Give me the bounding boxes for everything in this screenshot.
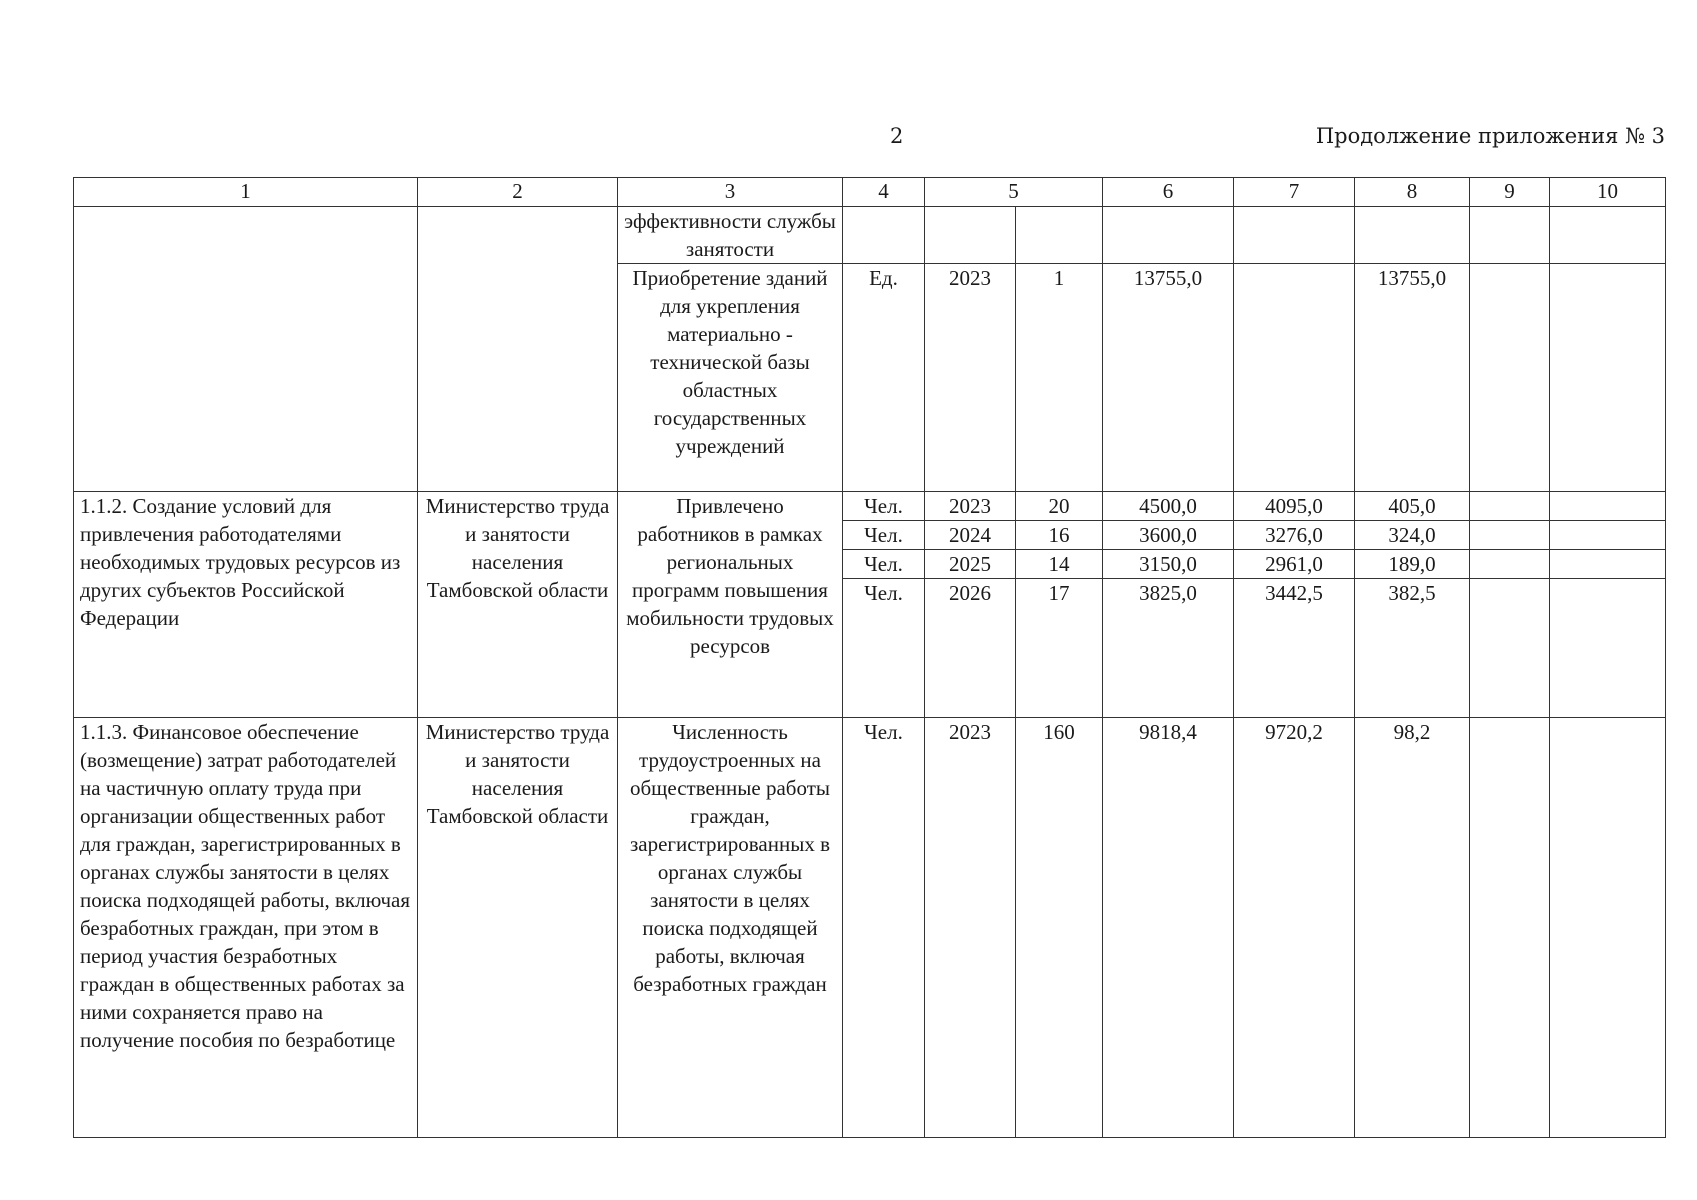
table-row (74, 492, 1666, 521)
executor-cell: Министерство труда и занятости населения Тамбовской области (418, 718, 618, 1138)
col-header-5: 5 (925, 178, 1103, 207)
unit-cell: Чел. (843, 521, 925, 550)
unit-cell: Чел. (843, 579, 925, 718)
unit-cell: Чел. (843, 550, 925, 579)
quantity-cell: 160 (1016, 718, 1103, 1138)
quantity-cell: 16 (1016, 521, 1103, 550)
col-header-8: 8 (1355, 178, 1470, 207)
cell-empty (1550, 521, 1666, 550)
col-header-2: 2 (418, 178, 618, 207)
measure-title-cell: 1.1.3. Финансовое обеспечение (возмещение) затрат работодателей на частичную оплату труда при организации общественных работ для граждан, зарегистрированных в органах службы занятости в целях поиска подходящей работы, включая безработных граждан, при этом в период участия безработных граждан в общественных работах за ними сохраняется право на получение пособия по безработице (74, 718, 418, 1138)
amount-col7-cell (1234, 264, 1355, 492)
amount-col6-cell: 4500,0 (1103, 492, 1234, 521)
indicator-cell: Привлечено работников в рамках региональных программ повышения мобильности трудовых ресурсов (618, 492, 843, 718)
cell-empty (1355, 207, 1470, 264)
year-cell: 2024 (925, 521, 1016, 550)
page-number: 2 (890, 124, 904, 148)
col-header-1: 1 (74, 178, 418, 207)
unit-cell: Ед. (843, 264, 925, 492)
indicator-cell: Численность трудоустроенных на общественные работы граждан, зарегистрированных в органах службы занятости в целях поиска подходящей работы, включая безработных граждан (618, 718, 843, 1138)
col-header-6: 6 (1103, 178, 1234, 207)
cell-empty (1470, 207, 1550, 264)
amount-col8-cell: 13755,0 (1355, 264, 1470, 492)
amount-col8-cell: 405,0 (1355, 492, 1470, 521)
cell-empty (74, 207, 418, 492)
cell-empty (1550, 579, 1666, 718)
year-cell: 2025 (925, 550, 1016, 579)
unit-cell: Чел. (843, 718, 925, 1138)
amount-col6-cell: 3825,0 (1103, 579, 1234, 718)
amount-col8-cell: 382,5 (1355, 579, 1470, 718)
cell-empty (1550, 264, 1666, 492)
col-header-4: 4 (843, 178, 925, 207)
amount-col7-cell: 4095,0 (1234, 492, 1355, 521)
measure-title-cell: 1.1.2. Создание условий для привлечения работодателями необходимых трудовых ресурсов из других субъектов Российской Федерации (74, 492, 418, 718)
col-header-10: 10 (1550, 178, 1666, 207)
cell-empty (1550, 207, 1666, 264)
cell-empty (1550, 718, 1666, 1138)
indicator-cell: эффективности службы занятости (618, 207, 843, 264)
cell-empty (925, 207, 1016, 264)
amount-col8-cell: 189,0 (1355, 550, 1470, 579)
table-row (74, 207, 1666, 264)
data-table (73, 177, 1666, 1138)
col-header-7: 7 (1234, 178, 1355, 207)
year-cell: 2026 (925, 579, 1016, 718)
amount-col6-cell: 9818,4 (1103, 718, 1234, 1138)
col-header-9: 9 (1470, 178, 1550, 207)
amount-col6-cell: 3150,0 (1103, 550, 1234, 579)
executor-cell: Министерство труда и занятости населения Тамбовской области (418, 492, 618, 718)
cell-empty (1234, 207, 1355, 264)
unit-cell: Чел. (843, 492, 925, 521)
amount-col7-cell: 3442,5 (1234, 579, 1355, 718)
quantity-cell: 17 (1016, 579, 1103, 718)
amount-col7-cell: 3276,0 (1234, 521, 1355, 550)
col-header-3: 3 (618, 178, 843, 207)
amount-col6-cell: 3600,0 (1103, 521, 1234, 550)
cell-empty (1550, 492, 1666, 521)
cell-empty (843, 207, 925, 264)
amount-col6-cell: 13755,0 (1103, 264, 1234, 492)
cell-empty (1470, 492, 1550, 521)
cell-empty (418, 207, 618, 492)
cell-empty (1016, 207, 1103, 264)
cell-empty (1470, 264, 1550, 492)
quantity-cell: 20 (1016, 492, 1103, 521)
amount-col8-cell: 324,0 (1355, 521, 1470, 550)
cell-empty (1103, 207, 1234, 264)
cell-empty (1470, 521, 1550, 550)
indicator-cell: Приобретение зданий для укрепления материально - технической базы областных государственных учреждений (618, 264, 843, 492)
cell-empty (1470, 550, 1550, 579)
quantity-cell: 1 (1016, 264, 1103, 492)
appendix-continuation-label: Продолжение приложения № 3 (1315, 124, 1665, 148)
column-number-row (74, 178, 1666, 207)
cell-empty (1470, 579, 1550, 718)
amount-col8-cell: 98,2 (1355, 718, 1470, 1138)
cell-empty (1550, 550, 1666, 579)
quantity-cell: 14 (1016, 550, 1103, 579)
table-row (74, 718, 1666, 1138)
year-cell: 2023 (925, 264, 1016, 492)
amount-col7-cell: 2961,0 (1234, 550, 1355, 579)
year-cell: 2023 (925, 718, 1016, 1138)
year-cell: 2023 (925, 492, 1016, 521)
amount-col7-cell: 9720,2 (1234, 718, 1355, 1138)
cell-empty (1470, 718, 1550, 1138)
